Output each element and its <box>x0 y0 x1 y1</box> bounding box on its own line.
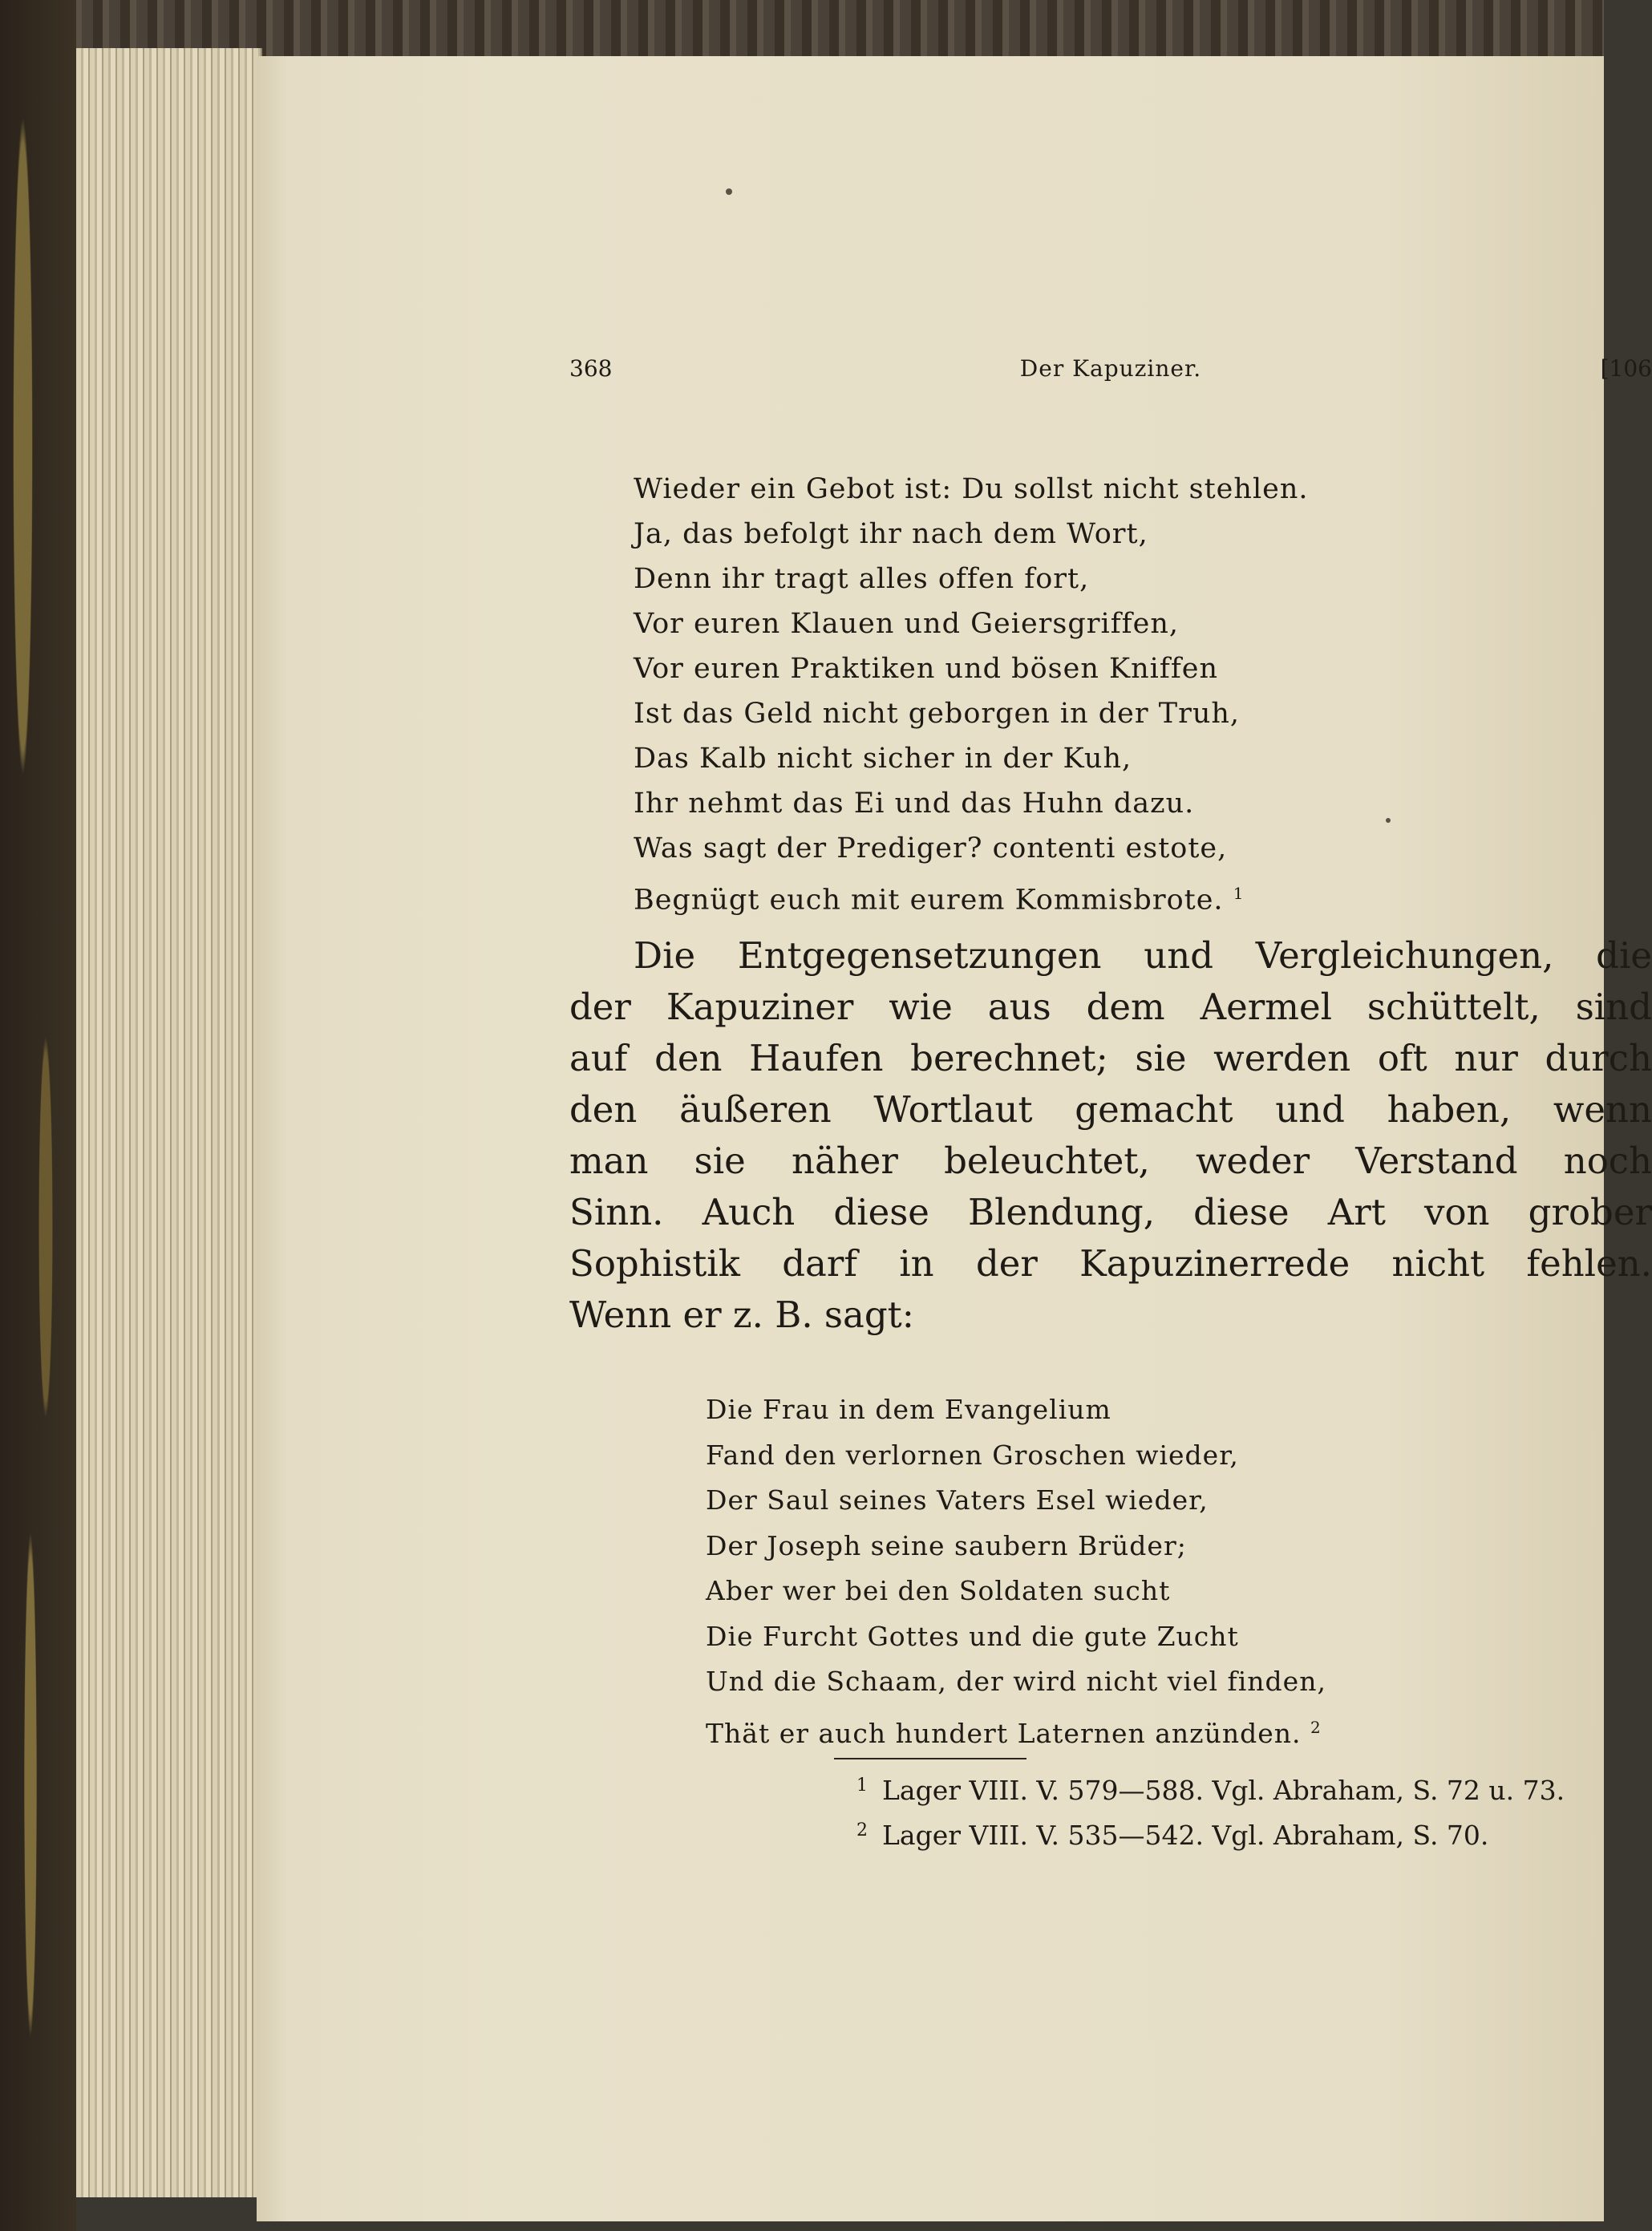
footnotes <box>856 1768 1652 1858</box>
footnote <box>856 1768 1652 1813</box>
verse-line: Ihr nehmt das Ei und das Huhn dazu. <box>634 788 1195 820</box>
verse-line: Der Joseph seine saubern Brüder; <box>706 1529 1187 1561</box>
page-edges <box>76 48 262 2197</box>
footnote-text: Lager VIII. V. 535—542. Vgl. Abraham, S. 70. <box>882 1820 1489 1851</box>
verse-line: Ja, das befolgt ihr nach dem Wort, <box>634 518 1148 550</box>
prose-line: auf den Haufen berechnet; sie werden oft nur durch <box>569 1037 1652 1079</box>
verse-line-text: Begnügt euch mit eurem Kommisbrote. <box>634 884 1224 917</box>
verse-line: Die Frau in dem Evangelium <box>706 1394 1111 1425</box>
verse-line: Ist das Geld nicht geborgen in der Truh, <box>634 698 1241 730</box>
prose-paragraph <box>569 930 1652 1341</box>
verse-line-text: Thät er auch hundert Laternen anzünden. <box>706 1717 1302 1749</box>
page-number: 368 <box>569 355 613 382</box>
verse-line: Vor euren Praktiken und bösen Kniffen <box>634 653 1219 685</box>
prose-line: der Kapuziner wie aus dem Aermel schüttelt, sind <box>569 986 1652 1028</box>
running-title: Der Kapuziner. <box>1019 355 1202 382</box>
speck <box>1386 818 1391 823</box>
signature-mark: [106 <box>1600 355 1652 382</box>
page-header <box>569 355 1652 395</box>
verse-line: Vor euren Klauen und Geiersgriffen, <box>634 608 1179 640</box>
prose-line: Sinn. Auch diese Blendung, diese Art von grober <box>569 1191 1652 1233</box>
verse-line: Und die Schaam, der wird nicht viel finden, <box>706 1666 1326 1697</box>
verse-line: Aber wer bei den Soldaten sucht <box>706 1575 1171 1606</box>
verse-line: Der Saul seines Vaters Esel wieder, <box>706 1484 1209 1516</box>
verse-line <box>634 871 1309 916</box>
verse-line: Wieder ein Gebot ist: Du sollst nicht stehlen. <box>634 473 1309 505</box>
prose-line: den äußeren Wortlaut gemacht und haben, wenn <box>569 1088 1652 1131</box>
verse-line <box>706 1705 1326 1751</box>
footnote-ref: 1 <box>1233 884 1245 903</box>
footnote-text: Lager VIII. V. 579—588. Vgl. Abraham, S. 72 u. 73. <box>882 1775 1565 1806</box>
footnote-mark: 1 <box>856 1775 868 1796</box>
footnote-mark: 2 <box>856 1820 868 1840</box>
footnote-ref: 2 <box>1310 1717 1322 1737</box>
verse-line: Denn ihr tragt alles offen fort, <box>634 563 1090 595</box>
verse-block-2 <box>706 1387 1326 1750</box>
prose-line: Sophistik darf in der Kapuzinerrede nicht fehlen. <box>569 1242 1652 1285</box>
footnote-rule <box>834 1758 1026 1759</box>
verse-block-1 <box>634 467 1309 916</box>
verse-line: Die Furcht Gottes und die gute Zucht <box>706 1620 1239 1652</box>
book-page <box>257 56 1652 2221</box>
speck <box>726 188 732 195</box>
prose-line: Die Entgegensetzungen und Vergleichungen, die <box>634 934 1652 977</box>
verse-line: Fand den verlornen Groschen wieder, <box>706 1439 1239 1471</box>
verse-line: Das Kalb nicht sicher in der Kuh, <box>634 743 1132 775</box>
footnote <box>856 1813 1652 1858</box>
marbled-cover <box>0 0 76 2231</box>
prose-line: man sie näher beleuchtet, weder Verstand noch <box>569 1140 1652 1182</box>
prose-line: Wenn er z. B. sagt: <box>569 1294 914 1336</box>
verse-line: Was sagt der Prediger? contenti estote, <box>634 832 1228 864</box>
